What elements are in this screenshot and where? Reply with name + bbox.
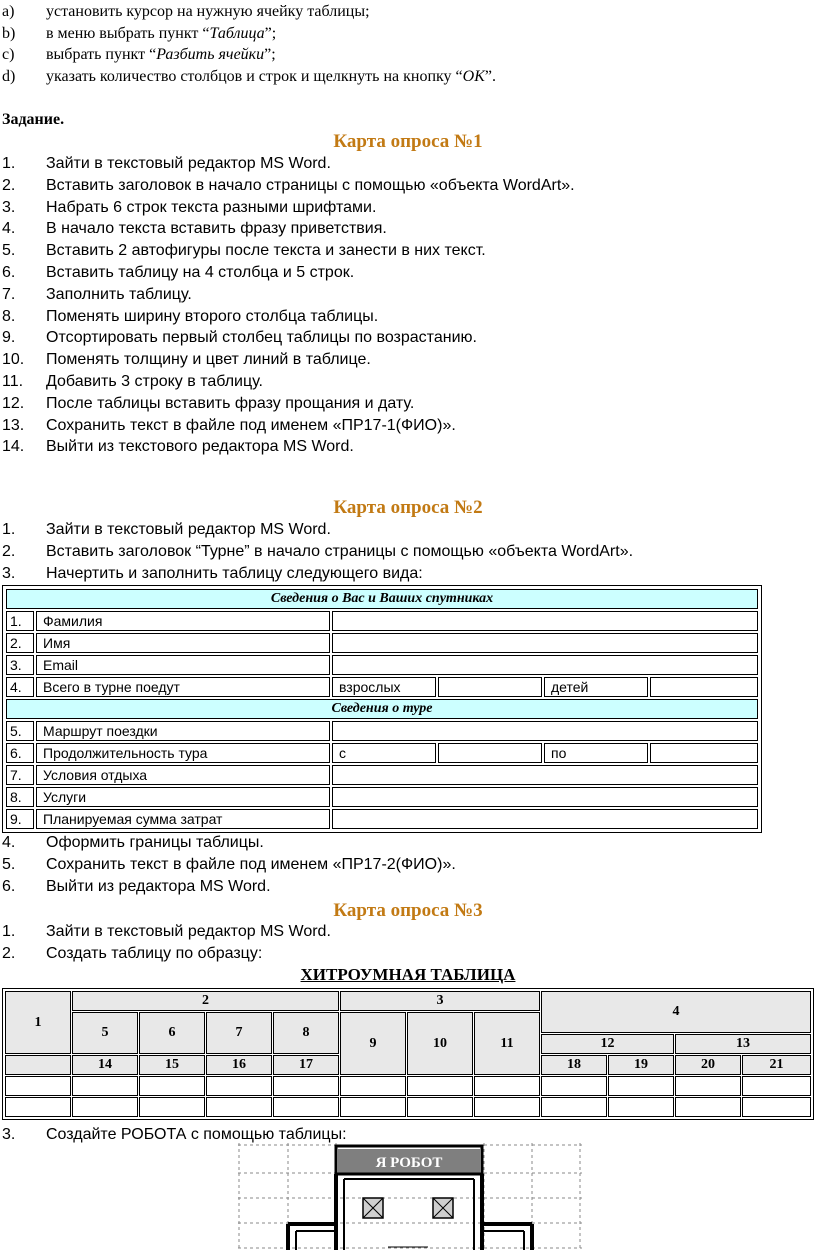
row-number: 1. [6,611,34,631]
item-number: 3. [2,198,16,216]
item-text: Зайти в текстовый редактор MS Word. [46,923,331,940]
row-number: 5. [6,721,34,741]
children-label: детей [544,677,648,697]
item-number: 2. [2,542,16,560]
empty-cell[interactable] [72,1097,138,1117]
value-cell[interactable] [650,677,758,697]
table-cell: 16 [206,1055,272,1075]
empty-cell[interactable] [742,1076,811,1096]
item-number: 10. [2,351,25,369]
step-marker: b) [2,25,16,42]
row-number: 3. [6,655,34,675]
table-cell: 13 [675,1034,811,1054]
empty-cell[interactable] [407,1076,473,1096]
table-cell: 15 [139,1055,205,1075]
item-number: 1. [2,155,16,172]
row-number: 7. [6,765,34,785]
item-number: 9. [2,329,16,347]
empty-cell[interactable] [742,1097,811,1117]
table-cell: 5 [72,1012,138,1054]
value-cell[interactable] [438,743,542,763]
table-cell: 6 [139,1012,205,1054]
table-cell: 3 [340,991,540,1011]
table-cell: 10 [407,1012,473,1075]
robot-eye-right [433,1198,453,1218]
empty-cell[interactable] [139,1097,205,1117]
table-row [6,721,758,741]
table-cell: 1 [5,991,71,1054]
empty-cell[interactable] [675,1076,741,1096]
table-cell: 2 [72,991,339,1011]
empty-cell[interactable] [608,1076,674,1096]
table-cell: 20 [675,1055,741,1075]
empty-cell[interactable] [206,1076,272,1096]
row-label: Фамилия [36,611,330,631]
empty-cell[interactable] [608,1097,674,1117]
card2-title: Карта опроса №2 [333,497,483,518]
empty-cell[interactable] [72,1076,138,1096]
item-text: Выйти из редактора MS Word. [46,877,271,895]
item-number: 11. [2,373,24,390]
item-text: Начертить и заполнить таблицу следующего вида: [46,564,423,582]
step-text: указать количество столбцов и строк и щелкнуть на кнопку “ОК”. [46,68,496,85]
step-marker: d) [2,68,16,85]
empty-cell[interactable] [340,1076,406,1096]
item-text: Заполнить таблицу. [46,285,192,303]
robot-label: Я РОБОТ [375,1155,443,1171]
empty-cell[interactable] [273,1076,339,1096]
empty-cell[interactable] [340,1097,406,1117]
item-text: Создать таблицу по образцу: [46,944,263,962]
empty-cell[interactable] [474,1076,540,1096]
item-number: 2. [2,176,16,194]
empty-cell[interactable] [5,1076,71,1096]
empty-cell[interactable] [5,1097,71,1117]
row-number: 2. [6,633,34,653]
item-number: 2. [2,944,16,962]
step-marker: a) [2,3,15,20]
item-number: 5. [2,242,16,260]
value-cell[interactable] [332,787,758,807]
item-text: Создайте РОБОТА с помощью таблицы: [46,1126,347,1143]
item-text: Добавить 3 строку в таблицу. [46,373,263,390]
task-label: Задание. [2,111,65,128]
table-row [6,655,758,675]
table-cell: 18 [541,1055,607,1075]
item-number: 1. [2,923,16,940]
item-text: Вставить 2 автофигуры после текста и занести в них текст. [46,242,486,260]
item-text: Набрать 6 строк текста разными шрифтами. [46,198,377,216]
empty-cell[interactable] [273,1097,339,1117]
table-cell: 11 [474,1012,540,1075]
row-label: Всего в турне поедут [36,677,330,697]
tricky-table [2,988,814,1120]
row-label: Планируемая сумма затрат [36,809,330,829]
table-row [6,809,758,829]
item-text: После таблицы вставить фразу прощания и дату. [46,394,415,412]
table-header-row [6,589,758,609]
table-cell: 9 [340,1012,406,1075]
item-number: 4. [2,220,16,238]
item-text: Отсортировать первый столбец таблицы по возрастанию. [46,329,477,347]
robot-shoulders [288,1224,532,1250]
item-text: Поменять ширину второго столбца таблицы. [46,307,379,325]
value-cell[interactable] [332,611,758,631]
row-label: Условия отдыха [36,765,330,785]
row-label: Маршрут поездки [36,721,330,741]
adults-label: взрослых [332,677,436,697]
item-number: 1. [2,521,16,538]
to-label: по [544,743,648,763]
item-text: Зайти в текстовый редактор MS Word. [46,155,331,172]
table-row [6,787,758,807]
robot-eye-left [363,1198,383,1218]
table-cell: 7 [206,1012,272,1054]
item-text: В начало текста вставить фразу приветствия. [46,220,387,238]
item-number: 3. [2,1126,16,1143]
empty-cell[interactable] [206,1097,272,1117]
empty-cell[interactable] [541,1097,607,1117]
item-number: 8. [2,307,16,325]
step-marker: c) [2,46,15,63]
value-cell[interactable] [332,765,758,785]
table-cell [5,1055,71,1075]
step-text: в меню выбрать пункт “Таблица”; [46,25,277,42]
item-text: Вставить таблицу на 4 столбца и 5 строк. [46,264,355,281]
row-label: Имя [36,633,330,653]
table-cell: 14 [72,1055,138,1075]
row-label: Услуги [36,787,330,807]
row-number: 4. [6,677,34,697]
empty-cell[interactable] [139,1076,205,1096]
step-text: установить курсор на нужную ячейку таблицы; [46,3,370,20]
item-text: Оформить границы таблицы. [46,834,264,851]
row-number: 6. [6,743,34,763]
table-cell: 17 [273,1055,339,1075]
table-row [6,677,758,697]
item-number: 6. [2,877,16,895]
item-text: Сохранить текст в файле под именем «ПР17-2(ФИО)». [46,855,456,873]
value-cell[interactable] [650,743,758,763]
table-row [6,633,758,653]
item-number: 12. [2,394,25,412]
value-cell[interactable] [332,809,758,829]
empty-cell[interactable] [407,1097,473,1117]
item-number: 3. [2,564,16,582]
item-text: Выйти из текстового редактора MS Word. [46,438,354,456]
row-number: 8. [6,787,34,807]
step-text: выбрать пункт “Разбить ячейки”; [46,46,276,63]
empty-cell[interactable] [541,1076,607,1096]
value-cell[interactable] [438,677,542,697]
item-text: Сохранить текст в файле под именем «ПР17-1(ФИО)». [46,416,456,434]
table-cell: 4 [541,991,811,1033]
value-cell[interactable] [332,721,758,741]
table-section-header: Сведения о туре [6,699,758,719]
item-number: 13. [2,416,25,434]
row-number: 9. [6,809,34,829]
item-text: Вставить заголовок “Турне” в начало страницы с помощью «объекта WordArt». [46,542,634,560]
robot-table [238,1143,582,1250]
table-header-row [6,699,758,719]
tour-table [2,585,762,833]
item-text: Поменять толщину и цвет линий в таблице. [46,351,371,369]
value-cell[interactable] [332,633,758,653]
empty-cell[interactable] [474,1097,540,1117]
item-text: Зайти в текстовый редактор MS Word. [46,521,331,538]
table-row [6,765,758,785]
item-number: 5. [2,855,16,873]
value-cell[interactable] [332,655,758,675]
card1-title: Карта опроса №1 [333,131,483,152]
table-cell: 8 [273,1012,339,1054]
item-number: 4. [2,834,16,851]
from-label: с [332,743,436,763]
item-number: 6. [2,264,16,281]
table-section-header: Сведения о Вас и Ваших спутниках [6,589,758,609]
table-row [6,743,758,763]
tricky-table-title: ХИТРОУМНАЯ ТАБЛИЦА [300,965,516,984]
item-number: 14. [2,438,25,456]
card3-title: Карта опроса №3 [333,900,483,921]
row-label: Email [36,655,330,675]
item-text: Вставить заголовок в начало страницы с помощью «объекта WordArt». [46,176,575,194]
table-cell: 12 [541,1034,674,1054]
empty-cell[interactable] [675,1097,741,1117]
table-row [6,611,758,631]
table-cell: 21 [742,1055,811,1075]
row-label: Продолжительность тура [36,743,330,763]
robot-body-outline [336,1174,482,1250]
table-cell: 19 [608,1055,674,1075]
item-number: 7. [2,285,16,303]
